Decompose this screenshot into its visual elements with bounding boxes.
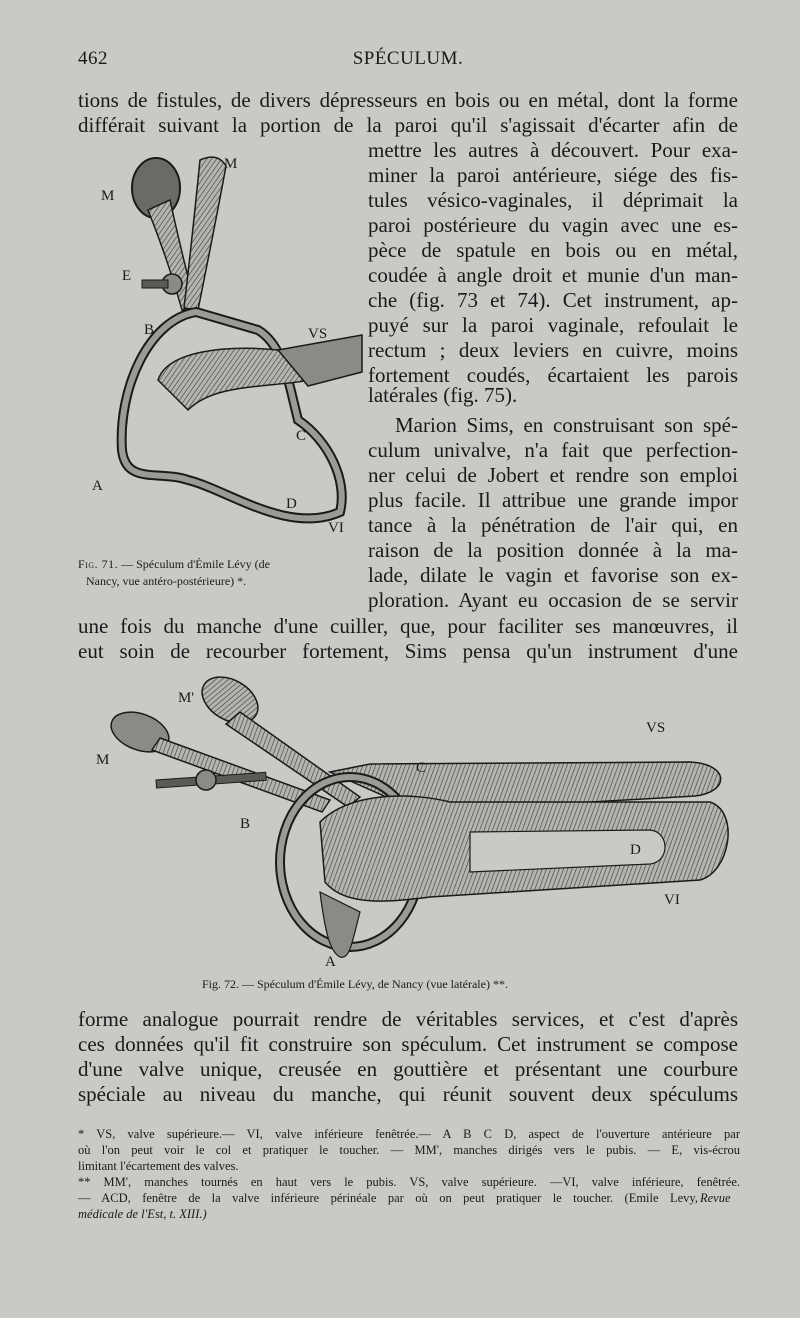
label-A: A xyxy=(325,954,336,970)
text-line: tions de fistules, de divers dépresseurs en bois ou en métal, dont la forme xyxy=(78,88,738,112)
text-line: plus facile. Il attribue une grande impor xyxy=(368,488,738,512)
text-line: che (fig. 73 et 74). Cet instrument, ap- xyxy=(368,288,738,312)
footnote-line: * VS, valve supérieure.— VI, valve inférieure fenêtrée.— A B C D, aspect de l'ouverture antérieure par xyxy=(78,1127,740,1141)
text-line: miner la paroi antérieure, siége des fis- xyxy=(368,163,738,187)
text-line: puyé sur la paroi vaginale, refoulait le xyxy=(368,313,738,337)
footnote-line: limitant l'écartement des valves. xyxy=(78,1159,239,1173)
footnote-line: ** MM', manches tournés en haut vers le pubis. VS, valve supérieure. —VI, valve inférieure, fenêtrée. xyxy=(78,1175,740,1189)
text-line: ploration. Ayant eu occasion de se servir xyxy=(368,588,738,612)
running-head xyxy=(78,48,738,78)
caption-figure-number: Fig. 71. xyxy=(78,557,119,571)
text-line: une fois du manche d'une cuiller, que, pour faciliter ses manœuvres, il xyxy=(78,614,738,638)
text-line: tules vésico-vaginales, il déprimait la xyxy=(368,188,738,212)
label-A: A xyxy=(92,478,103,494)
text-line: eut soin de recourber fortement, Sims pensa qu'un instrument d'une xyxy=(78,639,738,663)
figure-72 xyxy=(90,672,740,982)
caption-text: — Spéculum d'Émile Lévy (de xyxy=(118,557,270,571)
text-line: coudée à angle droit et munie d'un man- xyxy=(368,263,738,287)
text-line: spéciale au niveau du manche, qui réunit souvent deux spéculums xyxy=(78,1082,738,1106)
label-VI: VI xyxy=(328,520,344,536)
label-M: M xyxy=(101,188,115,204)
footnote-line: — ACD, fenêtre de la valve inférieure périnéale par où on peut pratiquer le toucher. (Emile Levy, xyxy=(78,1191,698,1205)
label-D: D xyxy=(286,496,297,512)
label-D: D xyxy=(630,842,641,858)
label-B: B xyxy=(240,816,251,832)
text-line: culum univalve, n'a fait que perfection- xyxy=(368,438,738,462)
label-M-prime: M' xyxy=(178,690,195,706)
running-title: SPÉCULUM. xyxy=(352,48,464,69)
text-line: lade, dilate le vagin et favorise son ex- xyxy=(368,563,738,587)
text-line: latérales (fig. 75). xyxy=(368,383,518,407)
figure-71 xyxy=(78,140,368,540)
footnote-italic: Revue xyxy=(700,1191,731,1205)
footnote-line: où l'on peut voir le col et pratiquer le toucher. — MM', manches dirigés vers le pubis. — E, vis-écrou xyxy=(78,1143,740,1157)
footnote-line: médicale de l'Est, t. XIII.) xyxy=(78,1207,207,1221)
text-line: rectum ; deux leviers en cuivre, moins xyxy=(368,338,738,362)
text-line: différait suivant la portion de la paroi qu'il s'agissait d'écarter afin de xyxy=(78,113,738,137)
label-E: E xyxy=(122,268,132,284)
text-line: ces données qu'il fit construire son spéculum. Cet instrument se compose xyxy=(78,1032,738,1056)
text-line: tance à la pénétration de l'air qui, en xyxy=(368,513,738,537)
text-line: d'une valve unique, creusée en gouttière et présentant une courbure xyxy=(78,1057,738,1081)
text-line: forme analogue pourrait rendre de véritables services, et c'est d'après xyxy=(78,1007,738,1031)
label-VS: VS xyxy=(646,720,666,736)
text-line: pèce de spatule en bois ou en métal, xyxy=(368,238,738,262)
text-line: mettre les autres à découvert. Pour exa- xyxy=(368,138,738,162)
page-number: 462 xyxy=(78,48,108,69)
label-VS: VS xyxy=(308,326,328,342)
label-VI: VI xyxy=(664,892,680,908)
text-line: ner celui de Jobert et rendre son emploi xyxy=(368,463,738,487)
label-M-top: M xyxy=(224,156,238,172)
label-C: C xyxy=(416,760,427,776)
figure-71-caption xyxy=(78,556,270,572)
text-line: fortement coudés, écartaient les parois xyxy=(368,363,738,387)
text-line: raison de la position donnée à la ma- xyxy=(368,538,738,562)
label-B: B xyxy=(144,322,155,338)
text-line: paroi postérieure du vagin avec une es- xyxy=(368,213,738,237)
text-line: Marion Sims, en construisant son spé- xyxy=(395,413,738,437)
speculum-side-engraving xyxy=(90,672,740,982)
figure-72-caption: Fig. 72. — Spéculum d'Émile Lévy, de Nancy (vue latérale) **. xyxy=(202,977,508,991)
figure-71-caption-line2: Nancy, vue antéro-postérieure) *. xyxy=(86,574,247,588)
label-C: C xyxy=(296,428,307,444)
label-M: M xyxy=(96,752,110,768)
